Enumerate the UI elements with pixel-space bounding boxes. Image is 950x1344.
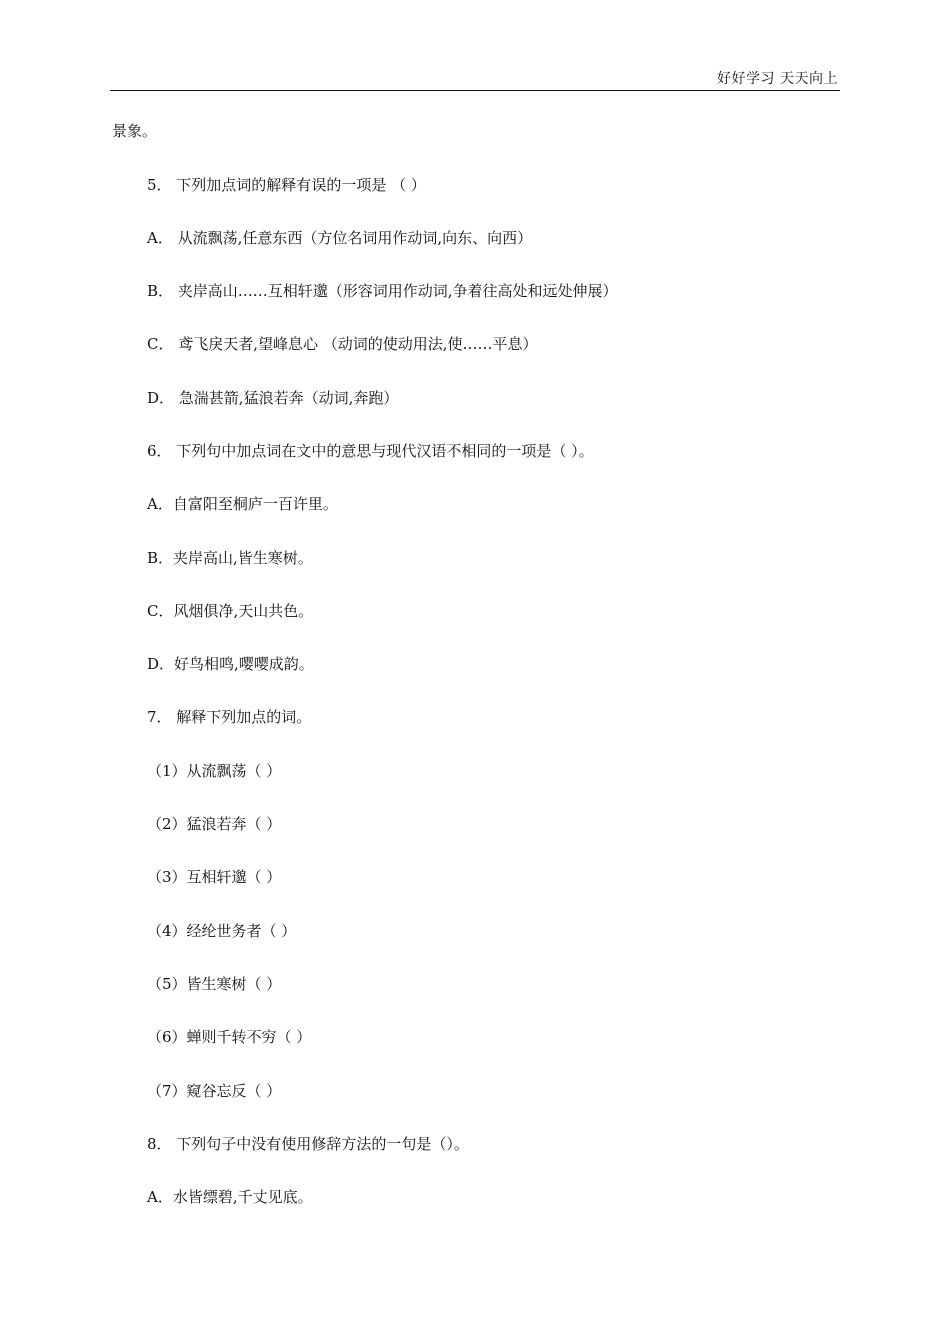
header-text: 好好学习 天天向上 [717,71,838,87]
question-8-option-a: A．水皆缥碧,千丈见底。 [147,1188,313,1206]
question-5-option-d: D． 急湍甚箭,猛浪若奔（动词,奔跑） [147,389,399,407]
question-6-stem: 6． 下列句中加点词在文中的意思与现代汉语不相同的一项是（ ）。 [147,442,594,460]
question-5-stem: 5． 下列加点词的解释有误的一项是 （ ） [147,176,426,194]
question-7-item-4: （4）经纶世务者（ ） [147,922,297,940]
text-line-continuation: 景象。 [112,122,158,140]
question-7-item-3: （3）互相轩邈（ ） [147,868,282,886]
question-5-option-a: A． 从流飘荡,任意东西（方位名词用作动词,向东、向西） [147,229,533,247]
question-7-item-6: （6）蝉则千转不穷（ ） [147,1028,312,1046]
question-6-option-d: D．好鸟相鸣,嘤嘤成韵。 [147,655,314,673]
question-8-stem: 8． 下列句子中没有使用修辞方法的一句是（）。 [147,1135,469,1153]
question-5-option-b: B． 夹岸高山……互相轩邈（形容词用作动词,争着往高处和远处伸展） [147,282,618,300]
question-7-stem: 7． 解释下列加点的词。 [147,708,312,726]
question-5-option-c: C． 鸢飞戾天者,望峰息心 （动词的使动用法,使……平息） [147,335,538,353]
question-6-option-a: A．自富阳至桐庐一百许里。 [147,495,338,513]
question-7-item-2: （2）猛浪若奔（ ） [147,815,282,833]
question-6-option-b: B．夹岸高山,皆生寒树。 [147,549,313,567]
question-7-item-7: （7）窥谷忘反（ ） [147,1082,282,1100]
question-7-item-1: （1）从流飘荡（ ） [147,762,282,780]
question-6-option-c: C．风烟俱净,天山共色。 [147,602,314,620]
header-divider [110,90,840,91]
question-7-item-5: （5）皆生寒树（ ） [147,975,282,993]
